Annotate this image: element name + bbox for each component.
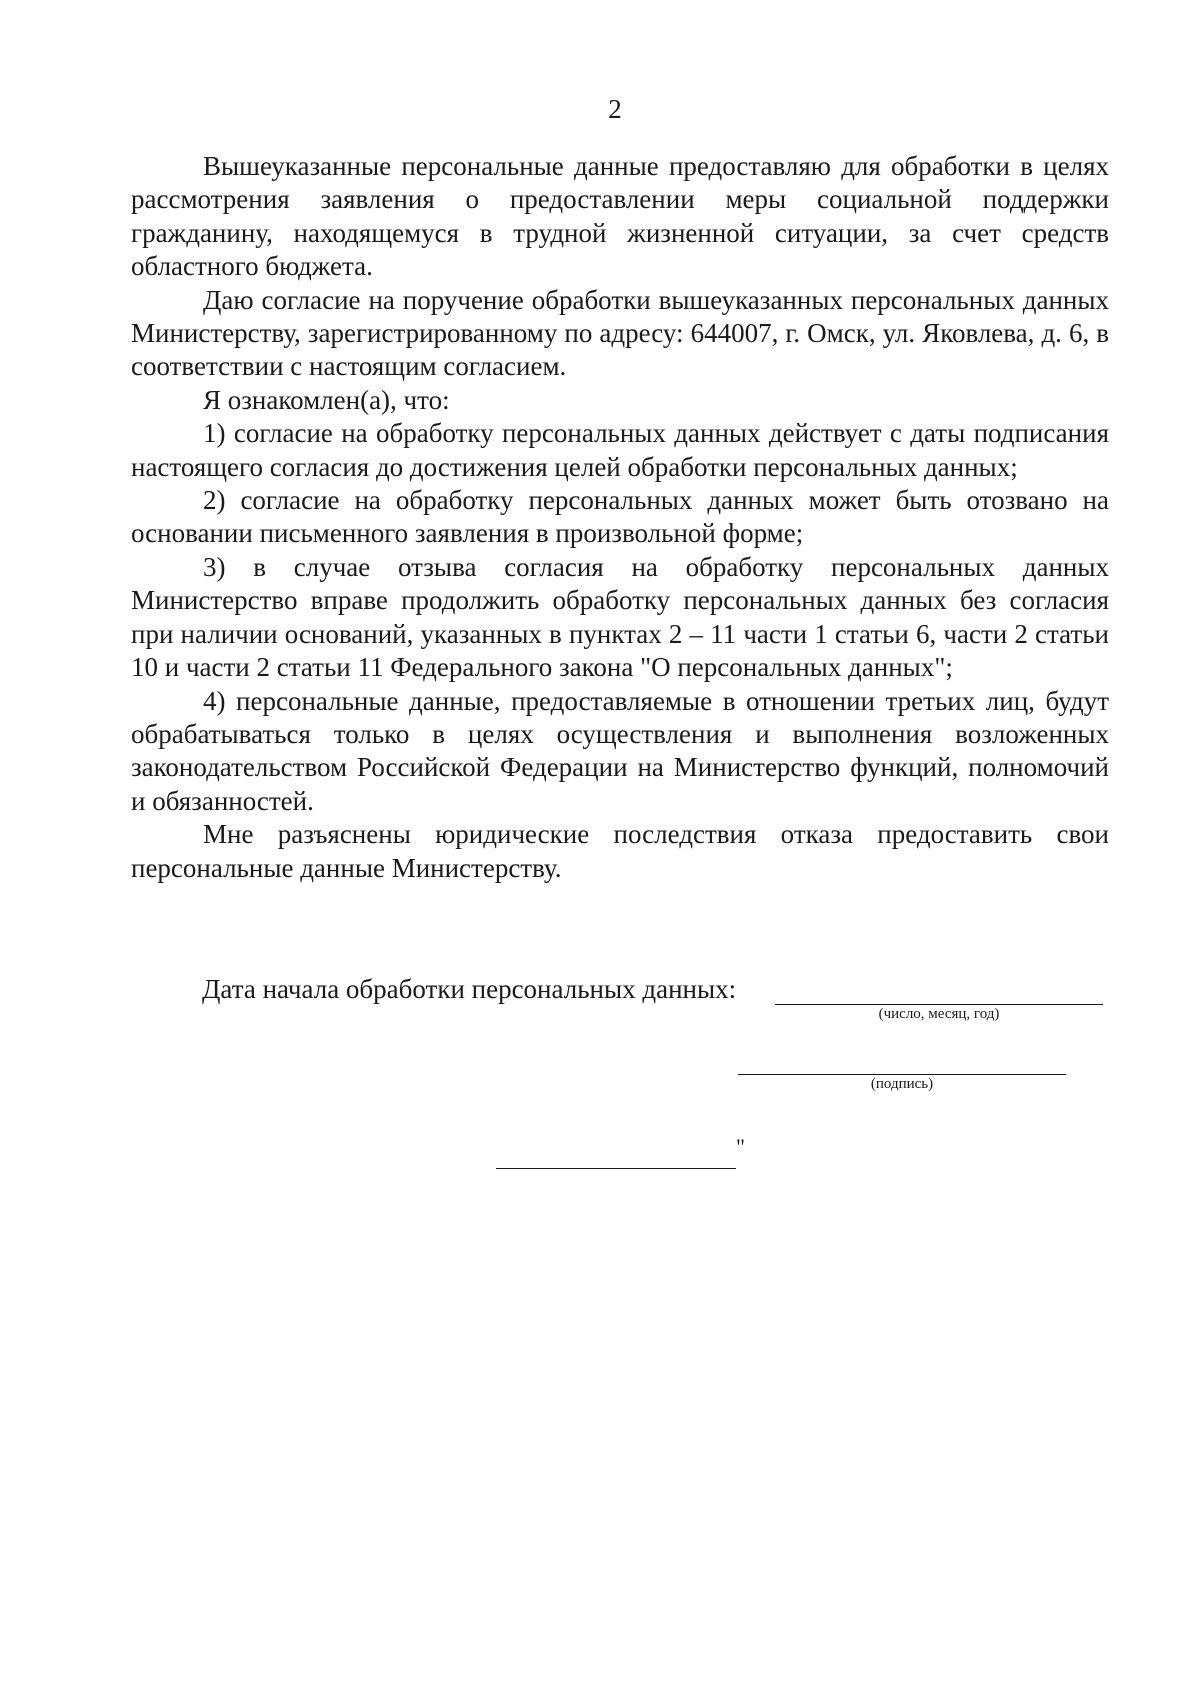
page-number: 2 xyxy=(608,94,622,124)
date-caption: (число, месяц, год) xyxy=(878,1006,1000,1022)
date-label: Дата начала обработки персональных данных: xyxy=(202,974,737,1004)
signature-field-line[interactable] xyxy=(738,1074,1066,1075)
quote-mark: " xyxy=(736,1134,745,1159)
list-item-2: 2) согласие на обработку персональных данных может быть отозвано на основании письменного заявления в произвольной форме; xyxy=(131,485,1109,549)
document-body xyxy=(131,150,1109,885)
bottom-blank-line[interactable] xyxy=(496,1168,736,1169)
paragraph-consent-assignment: Даю согласие на поручение обработки вышеуказанных персональных данных Министерству, зарегистрированному по адресу: 644007, г. Омск, ул. Яковлева, д. 6, в соответствии с настоящим согласием. xyxy=(131,284,1109,382)
signature-caption: (подпись) xyxy=(870,1076,934,1092)
list-item-3: 3) в случае отзыва согласия на обработку персональных данных Министерство вправе продолжить обработку персональных данных без согласия при наличии оснований, указанных в пунктах 2 – 11 части 1 статьи 6, части 2 статьи 10 и части 2 статьи 11 Федерального закона "О персональных данных"; xyxy=(131,551,1109,683)
paragraph-acknowledgement: Я ознакомлен(а), что: xyxy=(203,384,450,415)
paragraph-purpose: Вышеуказанные персональные данные предоставляю для обработки в целях рассмотрения заявления о предоставлении меры социальной поддержки гражданину, находящемуся в трудной жизненной ситуации, за счет средств областного бюджета. xyxy=(131,151,1109,282)
date-field-line[interactable] xyxy=(775,1004,1103,1005)
list-item-4: 4) персональные данные, предоставляемые в отношении третьих лиц, будут обрабатываться только в целях осуществления и выполнения возложенных законодательством Российской Федерации на Министерство функций, полномочий и обязанностей. xyxy=(131,685,1109,816)
list-item-1: 1) согласие на обработку персональных данных действует с даты подписания настоящего согласия до достижения целей обработки персональных данных; xyxy=(131,418,1109,482)
paragraph-consequences: Мне разъяснены юридические последствия отказа предоставить свои персональные данные Министерству. xyxy=(131,819,1109,883)
